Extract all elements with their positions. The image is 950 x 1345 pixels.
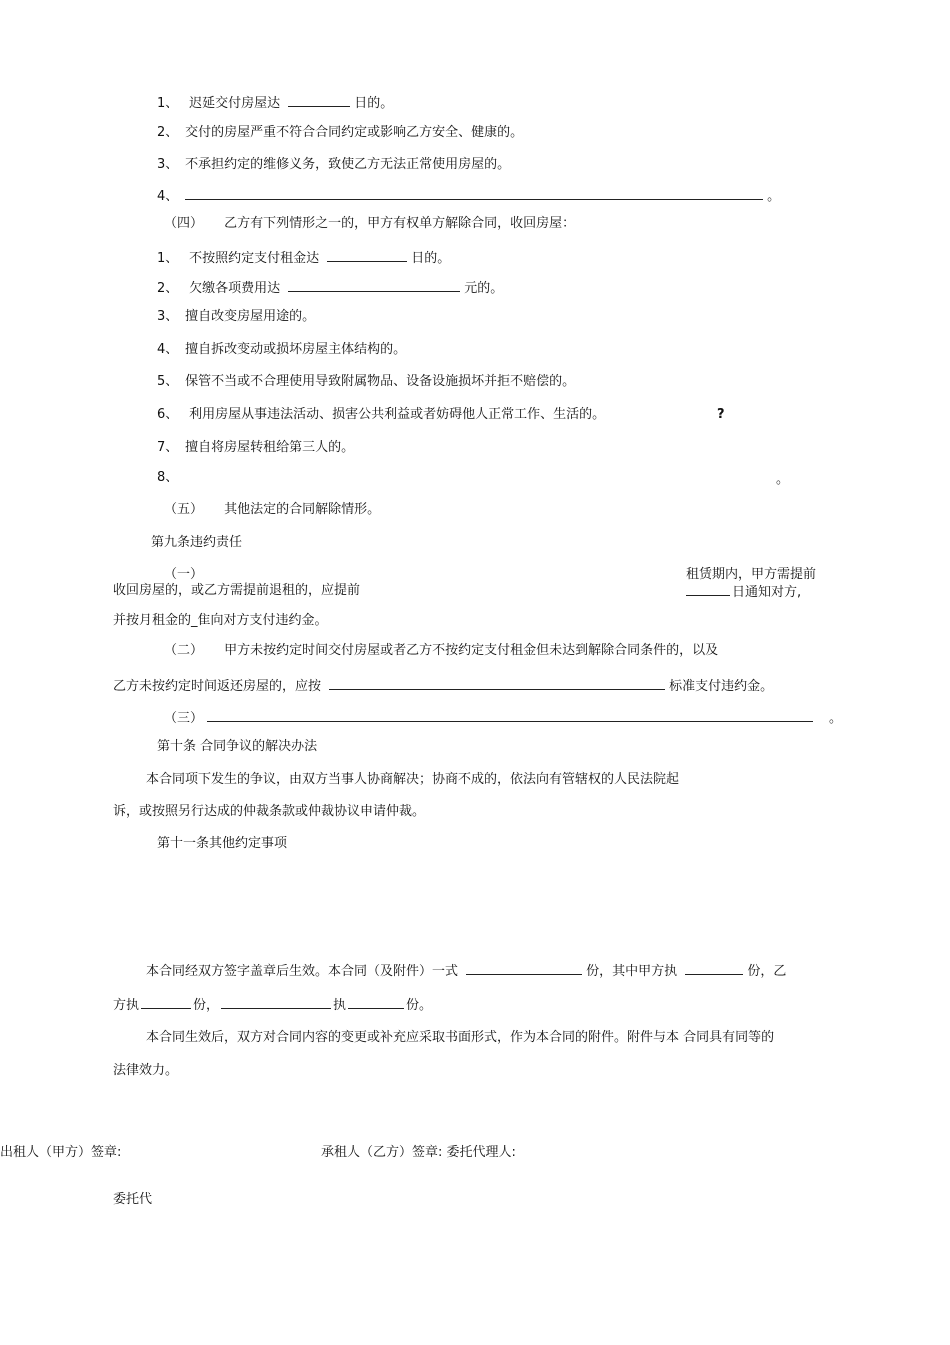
delay-item-1: 1、 迟延交付房屋达 日的。 <box>157 96 394 111</box>
breach-item-1: 1、 不按照约定支付租金达 日的。 <box>157 251 451 266</box>
art9-p3-end: 。 <box>829 711 843 726</box>
breach-item-6: 6、 利用房屋从事违法活动、损害公共利益或者妨碍他人正常工作、生活的。 <box>157 407 606 422</box>
effect-line1: 本合同经双方签字盖章后生效。本合同（及附件）一式 份，其中甲方执 份，乙 <box>146 964 787 979</box>
art9-p1-line3: 并按月租金的_隹向对方支付违约金。 <box>113 613 328 628</box>
article-10-title: 第十条 合同争议的解决办法 <box>157 739 318 754</box>
blank-copies[interactable] <box>466 962 582 975</box>
blank-amount[interactable] <box>288 279 460 292</box>
art10-line1: 本合同项下发生的争议，由双方当事人协商解决；协商不成的，依法向有管辖权的人民法院起 <box>146 772 680 787</box>
art9-p1-label: （一） <box>164 567 204 582</box>
blank-copies-a[interactable] <box>685 962 743 975</box>
section-5: （五） 其他法定的合同解除情形。 <box>164 502 381 517</box>
delay-item-4: 4、 。 <box>157 189 781 204</box>
breach-item-4: 4、 擅自拆改变动或损坏房屋主体结构的。 <box>157 342 407 357</box>
breach-item-5: 5、 保管不当或不合理使用导致附属物品、设备设施损坏并拒不赔偿的。 <box>157 374 576 389</box>
art9-p2-line2: 乙方未按约定时间返还房屋的，应按 标准支付违约金。 <box>113 679 774 694</box>
blank-holder[interactable] <box>221 996 331 1009</box>
blank-days[interactable] <box>288 94 350 107</box>
art9-p1-line2-right: 日通知对方, <box>686 583 801 601</box>
blank-days[interactable] <box>327 249 407 262</box>
effect-line3: 本合同生效后，双方对合同内容的变更或补充应采取书面形式，作为本合同的附件。附件与本 合同具有同等的 <box>146 1030 775 1045</box>
breach-item-3: 3、 擅自改变房屋用途的。 <box>157 309 316 324</box>
section-4: （四） 乙方有下列情形之一的，甲方有权单方解除合同，收回房屋： <box>164 216 576 231</box>
art9-p3: （三） <box>164 709 813 727</box>
effect-line2: 方执 份， 执 份。 <box>113 998 433 1013</box>
blank-line[interactable] <box>207 709 813 722</box>
blank-days[interactable] <box>686 583 730 596</box>
blank-line[interactable] <box>185 187 763 200</box>
delay-item-2: 2、 交付的房屋严重不符合合同约定或影响乙方安全、健康的。 <box>157 125 524 140</box>
art9-p2: （二） 甲方未按约定时间交付房屋或者乙方不按约定支付租金但未达到解除合同条件的，以及 <box>164 643 719 658</box>
blank-copies-c[interactable] <box>348 996 404 1009</box>
agent-label: 委托代 <box>113 1192 153 1207</box>
lessor-signature: 出租人（甲方）签章: <box>0 1145 122 1160</box>
breach-item-8: 8、 <box>157 470 179 485</box>
art9-p1-line2: 收回房屋的，或乙方需提前退租的，应提前 <box>113 583 361 598</box>
blank-standard[interactable] <box>329 677 665 690</box>
lessee-signature: 承租人（乙方）签章: 委托代理人: <box>321 1145 516 1160</box>
effect-line4: 法律效力。 <box>113 1063 179 1078</box>
article-9-title: 第九条违约责任 <box>151 535 243 550</box>
delay-item-1-text: 迟延交付房屋达 <box>189 96 281 111</box>
breach-item-2: 2、 欠缴各项费用达 元的。 <box>157 281 504 296</box>
breach-item-7: 7、 擅自将房屋转租给第三人的。 <box>157 440 355 455</box>
art9-p1-right: 租赁期内，甲方需提前 <box>686 567 817 582</box>
art10-line2: 诉，或按照另行达成的仲裁条款或仲裁协议申请仲裁。 <box>113 804 426 819</box>
blank-copies-b[interactable] <box>141 996 191 1009</box>
delay-item-3: 3、 不承担约定的维修义务，致使乙方无法正常使用房屋的。 <box>157 157 511 172</box>
article-11-title: 第十一条其他约定事项 <box>157 836 288 851</box>
breach-item-8-end: 。 <box>776 472 790 487</box>
question-mark: ? <box>717 407 725 422</box>
